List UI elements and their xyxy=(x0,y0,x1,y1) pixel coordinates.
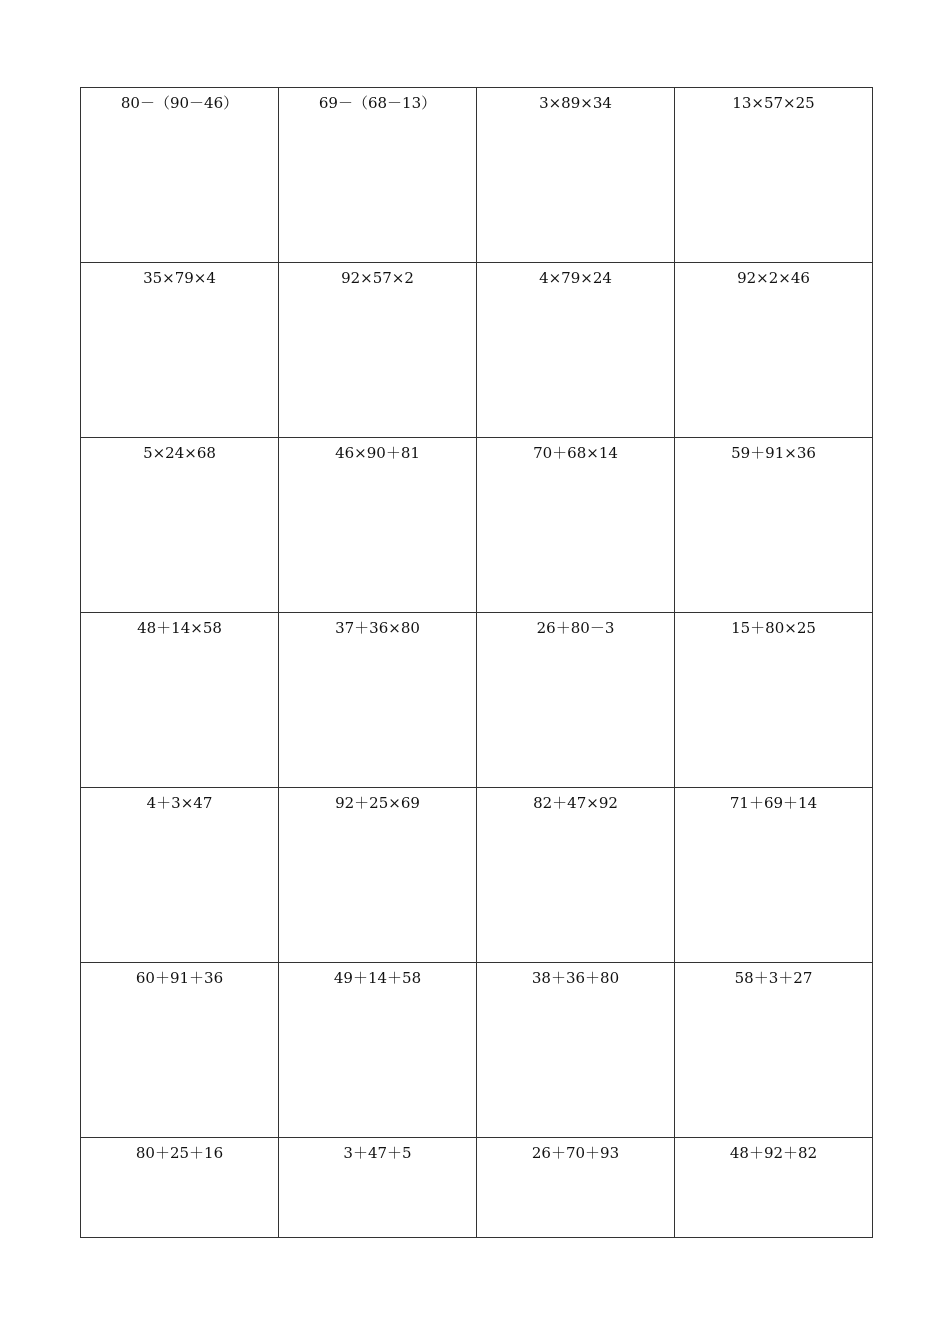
problem-cell xyxy=(477,613,675,788)
problem-expression: 49＋14＋58 xyxy=(333,969,422,987)
problem-cell xyxy=(675,438,873,613)
worksheet-row xyxy=(81,788,873,963)
problem-expression: 26＋70＋93 xyxy=(531,1144,620,1162)
worksheet-grid-body xyxy=(81,88,873,1238)
problem-expression: 38＋36＋80 xyxy=(531,969,620,987)
problem-expression: 71＋69＋14 xyxy=(729,794,818,812)
problem-cell xyxy=(279,963,477,1138)
problem-expression: 37＋36×80 xyxy=(335,619,420,637)
problem-expression: 60＋91＋36 xyxy=(135,969,224,987)
problem-expression: 46×90＋81 xyxy=(335,444,420,462)
problem-expression: 82＋47×92 xyxy=(533,794,618,812)
problem-expression: 5×24×68 xyxy=(143,444,216,462)
problem-cell xyxy=(81,788,279,963)
worksheet-row xyxy=(81,88,873,263)
problem-cell xyxy=(675,263,873,438)
problem-cell xyxy=(81,263,279,438)
problem-cell xyxy=(675,1138,873,1238)
problem-cell xyxy=(279,1138,477,1238)
problem-expression: 13×57×25 xyxy=(732,94,815,112)
problem-cell xyxy=(675,963,873,1138)
problem-cell xyxy=(279,88,477,263)
problem-expression: 92＋25×69 xyxy=(335,794,420,812)
problem-expression: 92×2×46 xyxy=(737,269,810,287)
problem-cell xyxy=(279,438,477,613)
problem-expression: 15＋80×25 xyxy=(731,619,816,637)
worksheet-row xyxy=(81,438,873,613)
problem-cell xyxy=(279,613,477,788)
problem-expression: 59＋91×36 xyxy=(731,444,816,462)
problem-cell xyxy=(81,1138,279,1238)
worksheet-grid xyxy=(80,87,873,1238)
problem-expression: 26＋80－3 xyxy=(536,619,615,637)
problem-expression: 35×79×4 xyxy=(143,269,216,287)
problem-cell xyxy=(279,263,477,438)
problem-cell xyxy=(675,613,873,788)
problem-cell xyxy=(81,613,279,788)
problem-cell xyxy=(477,438,675,613)
problem-cell xyxy=(81,88,279,263)
problem-expression: 4×79×24 xyxy=(539,269,612,287)
problem-cell xyxy=(477,263,675,438)
problem-expression: 80＋25＋16 xyxy=(135,1144,224,1162)
problem-expression: 48＋14×58 xyxy=(137,619,222,637)
problem-expression: 3＋47＋5 xyxy=(343,1144,412,1162)
problem-cell xyxy=(477,963,675,1138)
problem-cell xyxy=(81,438,279,613)
worksheet-row xyxy=(81,963,873,1138)
worksheet-row xyxy=(81,613,873,788)
problem-expression: 69－（68－13） xyxy=(318,94,437,112)
problem-cell xyxy=(477,1138,675,1238)
problem-cell xyxy=(675,788,873,963)
problem-cell xyxy=(477,788,675,963)
problem-expression: 80－（90－46） xyxy=(120,94,239,112)
problem-cell xyxy=(279,788,477,963)
worksheet-row xyxy=(81,263,873,438)
problem-cell xyxy=(675,88,873,263)
problem-cell xyxy=(81,963,279,1138)
problem-expression: 70＋68×14 xyxy=(533,444,618,462)
problem-expression: 4＋3×47 xyxy=(146,794,213,812)
problem-expression: 3×89×34 xyxy=(539,94,612,112)
problem-cell xyxy=(477,88,675,263)
worksheet-row xyxy=(81,1138,873,1238)
problem-expression: 92×57×2 xyxy=(341,269,414,287)
problem-expression: 58＋3＋27 xyxy=(734,969,813,987)
problem-expression: 48＋92＋82 xyxy=(729,1144,818,1162)
